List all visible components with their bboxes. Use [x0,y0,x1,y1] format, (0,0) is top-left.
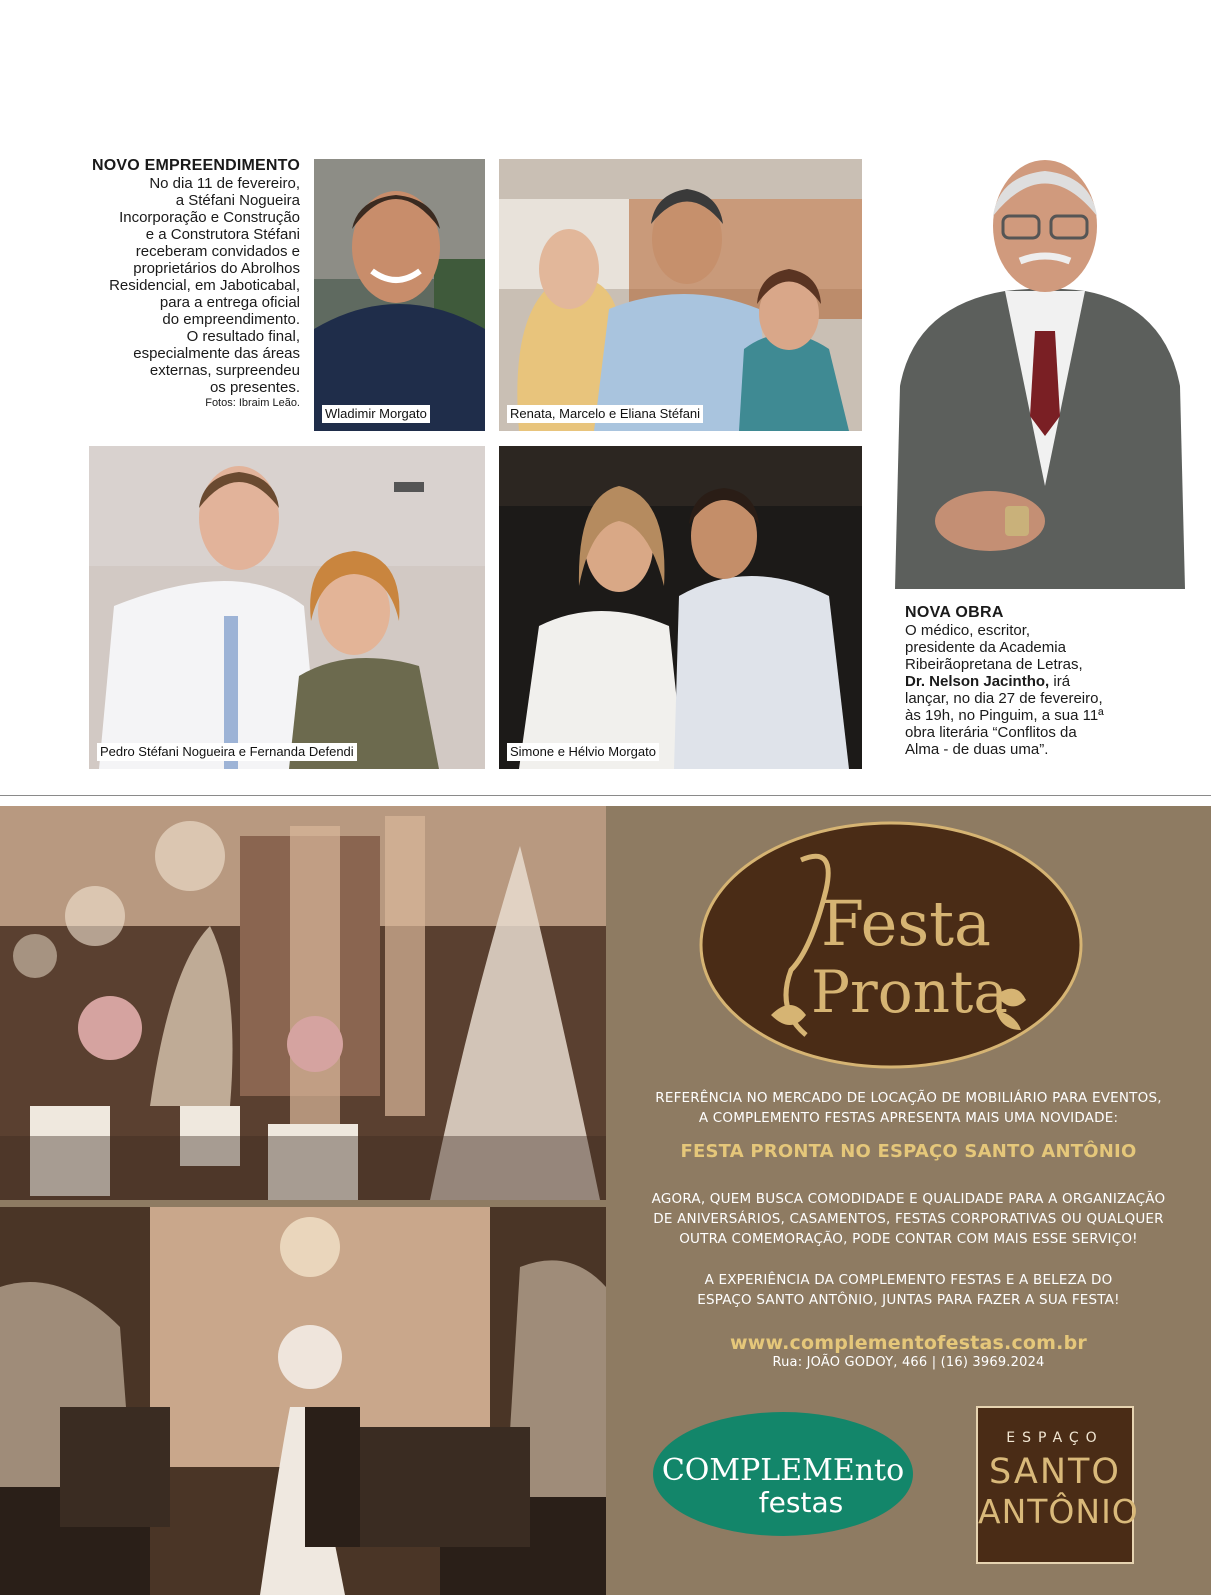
antonio-label: ANTÔNIO [978,1492,1139,1531]
venue-photo-ceremony [0,1207,606,1595]
side-line: O médico, escritor, [905,622,1031,639]
ad-intro-line: A COMPLEMENTO FESTAS APRESENTA MAIS UMA NOVIDADE: [698,1110,1119,1126]
photo-wladimir [314,159,485,431]
ad-body-line: OUTRA COMEMORAÇÃO, PODE CONTAR COM MAIS ESSE SERVIÇO! [679,1231,1138,1247]
photo-renata-marcelo-eliana [499,159,862,431]
website-link[interactable]: www.complementofestas.com.br [730,1332,1087,1354]
article-line: externas, surpreendeu [149,362,300,379]
section-divider [0,795,1211,796]
advertisement [0,806,1211,1595]
photo-caption: Wladimir Morgato [322,405,430,423]
article-line: No dia 11 de fevereiro, [149,175,300,192]
article-line: receberam convidados e [135,243,300,260]
article-line: a Stéfani Nogueira [175,192,300,209]
photo-nelson-jacintho [895,156,1185,589]
logo-text-pronta: Pronta [811,958,1008,1026]
ad-body-line: AGORA, QUEM BUSCA COMODIDADE E QUALIDADE PARA A ORGANIZAÇÃO [651,1191,1166,1207]
article-line: proprietários do Abrolhos [133,260,300,277]
ad-intro-line: REFERÊNCIA NO MERCADO DE LOCAÇÃO DE MOBILIÁRIO PARA EVENTOS, [655,1090,1162,1106]
side-line: lançar, no dia 27 de fevereiro, [905,690,1103,707]
photo-simone-helvio [499,446,862,769]
article-line: especialmente das áreas [133,345,300,362]
side-line: Alma - de duas uma”. [905,741,1049,758]
side-line: obra literária “Conflitos da [905,724,1077,741]
logo-text-festa: Festa [821,887,992,960]
festa-pronta-logo [696,820,1086,1080]
side-article [905,604,1175,758]
complemento-festas-logo [651,1410,915,1538]
complemento-sub: festas [758,1486,844,1519]
article-line: Residencial, em Jaboticabal, [109,277,300,294]
ad-contact [606,1333,1211,1373]
ad-body [606,1189,1211,1249]
author-name: Dr. Nelson Jacintho, [905,673,1050,690]
side-line-rest: irá [1049,673,1071,690]
photo-pedro-fernanda [89,446,485,769]
ad-body-line: DE ANIVERSÁRIOS, CASAMENTOS, FESTAS CORPORATIVAS OU QUALQUER [653,1211,1164,1227]
ad-body-line: ESPAÇO SANTO ANTÔNIO, JUNTAS PARA FAZER A SUA FESTA! [697,1292,1120,1308]
article-line: O resultado final, [186,328,300,345]
santo-label: SANTO [989,1452,1121,1492]
complemento-wordmark: COMPLEMEnto [661,1453,905,1488]
address-phone: Rua: JOÃO GODOY, 466 | (16) 3969.2024 [772,1355,1045,1370]
ad-body-line: A EXPERIÊNCIA DA COMPLEMENTO FESTAS E A BELEZA DO [704,1272,1113,1288]
side-line: às 19h, no Pinguim, a sua 11ª [905,707,1104,724]
article-line: para a entrega oficial [159,294,300,311]
photo-caption: Simone e Hélvio Morgato [507,743,659,761]
photo-caption: Pedro Stéfani Nogueira e Fernanda Defendi [97,743,357,761]
espaco-santo-antonio-logo [976,1406,1139,1564]
side-line: Ribeirãopretana de Letras, [905,656,1083,673]
ad-headline: FESTA PRONTA NO ESPAÇO SANTO ANTÔNIO [680,1141,1137,1162]
article-line: Incorporação e Construção [119,209,300,226]
side-title: NOVA OBRA [905,604,1004,621]
article-intro [86,157,300,410]
side-line: presidente da Academia [905,639,1066,656]
ad-body-2 [606,1270,1211,1310]
article-line: os presentes. [209,379,300,396]
photo-credit: Fotos: Ibraim Leão. [205,397,300,409]
ad-intro [606,1088,1211,1128]
venue-photo-buffet [0,806,606,1200]
ad-headline-wrap [606,1142,1211,1162]
espaco-label: ESPAÇO [1006,1430,1104,1446]
side-line [905,673,1175,690]
article-line: e a Construtora Stéfani [145,226,300,243]
photo-caption: Renata, Marcelo e Eliana Stéfani [507,405,703,423]
article-title: NOVO EMPREENDIMENTO [92,157,300,174]
article-line: do empreendimento. [162,311,300,328]
